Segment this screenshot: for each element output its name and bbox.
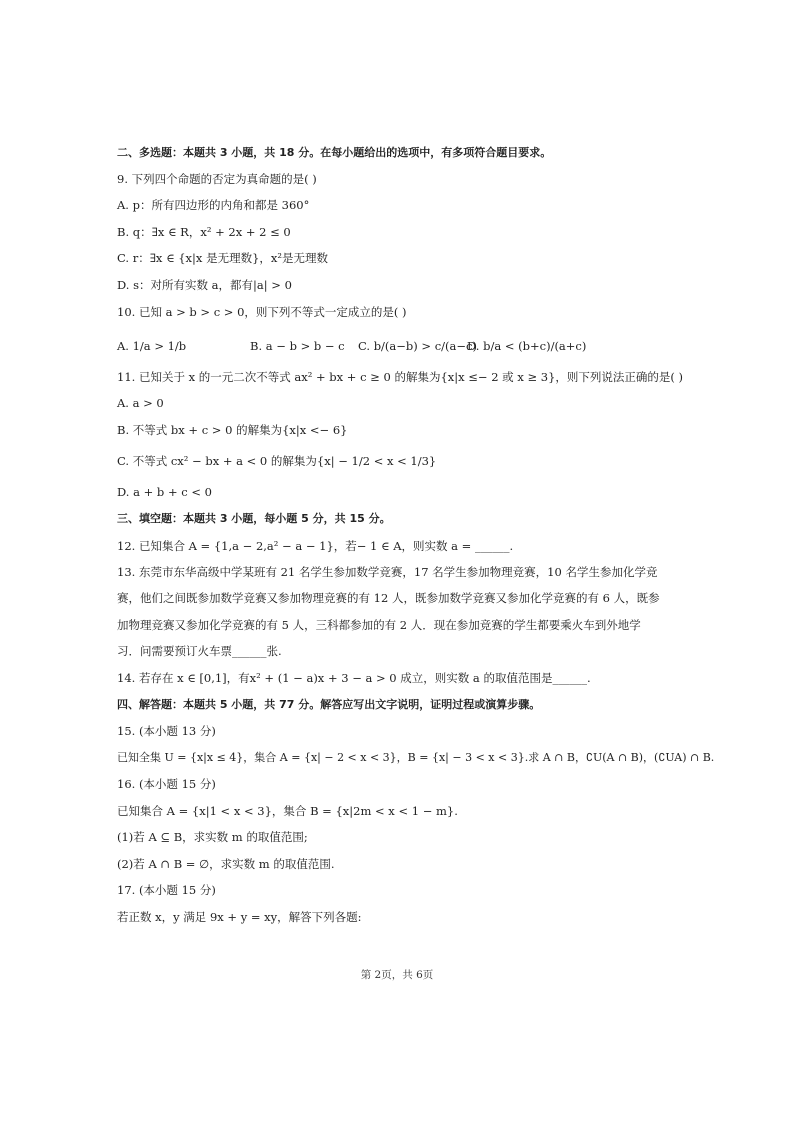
question-16-body: 已知集合 A = {x|1 < x < 3}，集合 B = {x|2m < x < 1 − m}. bbox=[117, 804, 458, 818]
question-10-stem: 10. 已知 a > b > c > 0，则下列不等式一定成立的是( ) bbox=[117, 305, 407, 319]
page-footer: 第 2页，共 6页 bbox=[360, 969, 434, 981]
question-16-title: 16. (本小题 15 分) bbox=[117, 777, 216, 791]
question-12: 12. 已知集合 A = {1,a − 2,a² − a − 1}，若− 1 ∈ A，则实数 a = ______. bbox=[117, 539, 514, 553]
question-16-part-2: (2)若 A ∩ B = ∅，求实数 m 的取值范围. bbox=[117, 857, 335, 871]
question-9-option-b: B. q：∃x ∈ R，x² + 2x + 2 ≤ 0 bbox=[117, 225, 291, 239]
question-10-option-a: A. 1/a > 1/b bbox=[117, 339, 187, 353]
question-9-option-c: C. r：∃x ∈ {x|x 是无理数}，x²是无理数 bbox=[117, 251, 328, 265]
question-11-option-d: D. a + b + c < 0 bbox=[117, 485, 212, 499]
question-13-line-3: 加物理竞赛又参加化学竞赛的有 5 人，三科都参加的有 2 人．现在参加竞赛的学生都要乘火车到外地学 bbox=[117, 618, 641, 632]
section-2-header: 二、多选题：本题共 3 小题，共 18 分。在每小题给出的选项中，有多项符合题目要求。 bbox=[117, 146, 552, 159]
section-4-header: 四、解答题：本题共 5 小题，共 77 分。解答应写出文字说明，证明过程或演算步骤。 bbox=[117, 698, 541, 711]
question-13-line-2: 赛，他们之间既参加数学竞赛又参加物理竞赛的有 12 人，既参加数学竞赛又参加化学竞赛的有 6 人，既参 bbox=[117, 591, 660, 605]
question-9-option-a: A. p：所有四边形的内角和都是 360° bbox=[117, 198, 310, 212]
question-11-option-c: C. 不等式 cx² − bx + a < 0 的解集为{x| − 1/2 < x < 1/3} bbox=[117, 454, 437, 468]
question-9-option-d: D. s：对所有实数 a，都有|a| > 0 bbox=[117, 278, 292, 292]
question-17-body: 若正数 x，y 满足 9x + y = xy，解答下列各题: bbox=[117, 910, 362, 924]
question-11-option-b: B. 不等式 bx + c > 0 的解集为{x|x <− 6} bbox=[117, 423, 348, 437]
question-15-body: 已知全集 U = {x|x ≤ 4}，集合 A = {x| − 2 < x < 3}，B = {x| − 3 < x < 3}.求 A ∩ B，∁U(A ∩ B)，(∁UA) ∩ B. bbox=[117, 751, 715, 764]
question-16-part-1: (1)若 A ⊆ B，求实数 m 的取值范围; bbox=[117, 830, 308, 844]
question-11-option-a: A. a > 0 bbox=[117, 396, 164, 410]
section-3-header: 三、填空题：本题共 3 小题，每小题 5 分，共 15 分。 bbox=[117, 512, 391, 525]
question-11-stem: 11. 已知关于 x 的一元二次不等式 ax² + bx + c ≥ 0 的解集为{x|x ≤− 2 或 x ≥ 3}，则下列说法正确的是( ) bbox=[117, 370, 684, 384]
question-14: 14. 若存在 x ∈ [0,1]，有x² + (1 − a)x + 3 − a > 0 成立，则实数 a 的取值范围是______. bbox=[117, 671, 591, 685]
question-10-option-c: C. b/(a−b) > c/(a−c) bbox=[358, 339, 477, 353]
question-13-line-4: 习．问需要预订火车票______张. bbox=[117, 644, 282, 658]
question-17-title: 17. (本小题 15 分) bbox=[117, 883, 216, 897]
question-13-line-1: 13. 东莞市东华高级中学某班有 21 名学生参加数学竞赛，17 名学生参加物理竞赛，10 名学生参加化学竞 bbox=[117, 565, 658, 579]
question-10-option-d: D. b/a < (b+c)/(a+c) bbox=[467, 339, 587, 353]
question-15-title: 15. (本小题 13 分) bbox=[117, 724, 216, 738]
question-10-option-b: B. a − b > b − c bbox=[250, 339, 345, 353]
question-9-stem: 9. 下列四个命题的否定为真命题的是( ) bbox=[117, 172, 317, 186]
